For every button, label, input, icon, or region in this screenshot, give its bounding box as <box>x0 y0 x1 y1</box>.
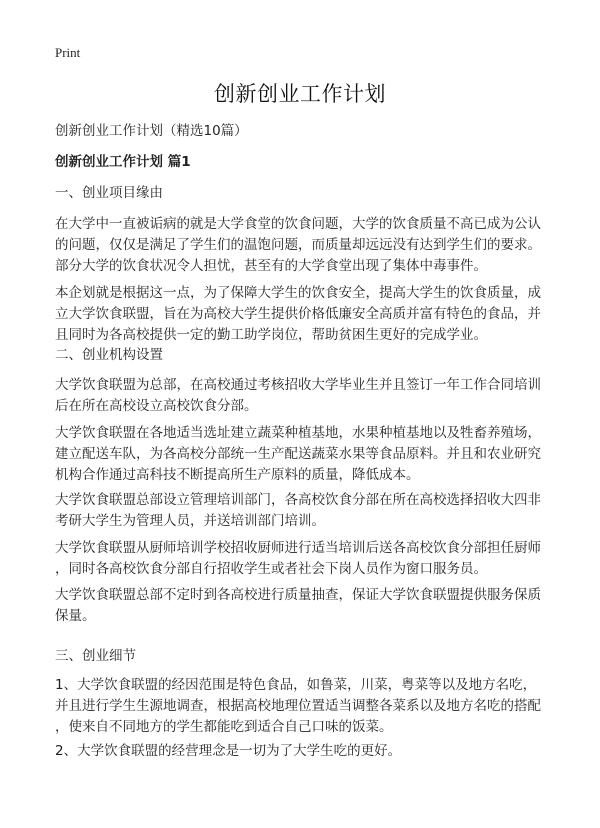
paragraph-line: ，使来自不同地方的学生都能吃到适合自己口味的饭菜。 <box>55 719 393 735</box>
paragraph-line: 大学饮食联盟总部设立管理培训部门，各高校饮食分部在所在高校选择招收大四非 <box>55 492 541 508</box>
section-heading-2: 二、创业机构设置 <box>55 347 163 363</box>
paragraph-line: 考研大学生为管理人员，并送培训部门培训。 <box>55 513 325 529</box>
paragraph-line: 且同时为各高校提供一定的勤工助学岗位，帮助贫困生更好的完成学业。 <box>55 327 487 343</box>
page-title: 创新创业工作计划 <box>214 82 386 106</box>
paragraph <box>55 585 555 627</box>
paragraph-line: 并且进行学生生源地调查，根据高校地理位置适当调整各菜系以及地方名吃的搭配 <box>55 698 541 714</box>
paragraph <box>55 214 555 277</box>
paragraph-line: 1、大学饮食联盟的经因范围是特色食品，如鲁菜，川菜，粤菜等以及地方名吃， <box>55 677 537 693</box>
paragraph <box>55 375 555 417</box>
paragraph-line: ，同时各高校饮食分部自行招收学生或者社会下岗人员作为窗口服务员。 <box>55 561 487 577</box>
paragraph <box>55 490 555 532</box>
paragraph <box>55 538 555 580</box>
paragraph-line: 大学饮食联盟为总部，在高校通过考核招收大学毕业生并且签订一年工作合同培训 <box>55 377 541 393</box>
paragraph-line: 的问题，仅仅是满足了学生们的温饱问题，而质量却远远没有达到学生们的要求。 <box>55 237 541 253</box>
paragraph-line: 2、大学饮食联盟的经营理念是一切为了大学生吃的更好。 <box>55 743 402 759</box>
paragraph-line: 在大学中一直被诟病的就是大学食堂的饮食问题，大学的饮食质量不高已成为公认 <box>55 216 541 232</box>
section-heading-1: 一、创业项目缘由 <box>55 185 163 201</box>
paragraph <box>55 283 555 346</box>
paragraph-line: 立大学饮食联盟，旨在为高校大学生提供价格低廉安全高质并富有特色的食品，并 <box>55 306 541 322</box>
paragraph-line: 建立配送车队，为各高校分部统一生产配送蔬菜水果等食品原料。并且和农业研究 <box>55 446 541 462</box>
paragraph-line: 部分大学的饮食状况令人担忧，甚至有的大学食堂出现了集体中毒事件。 <box>55 258 487 274</box>
paragraph-line: 大学饮食联盟在各地适当选址建立蔬菜种植基地，水果种植基地以及牲畜养殖场， <box>55 425 541 441</box>
paragraph-line: 保量。 <box>55 608 96 624</box>
paragraph <box>55 741 555 762</box>
print-label: Print <box>55 45 81 60</box>
document-subtitle: 创新创业工作计划（精选10篇） <box>55 123 248 139</box>
paragraph-line: 大学饮食联盟总部不定时到各高校进行质量抽查，保证大学饮食联盟提供服务保质 <box>55 587 541 603</box>
paragraph <box>55 675 555 738</box>
article-title: 创新创业工作计划 篇1 <box>55 154 191 170</box>
paragraph-line: 机构合作通过高科技不断提高所生产原料的质量，降低成本。 <box>55 467 420 483</box>
section-heading-3: 三、创业细节 <box>55 648 136 664</box>
paragraph-line: 本企划就是根据这一点，为了保障大学生的饮食安全，提高大学生的饮食质量，成 <box>55 285 541 301</box>
paragraph <box>55 423 555 486</box>
paragraph-line: 后在所在高校设立高校饮食分部。 <box>55 398 258 414</box>
paragraph-line: 大学饮食联盟从厨师培训学校招收厨师进行适当培训后送各高校饮食分部担任厨师 <box>55 540 541 556</box>
